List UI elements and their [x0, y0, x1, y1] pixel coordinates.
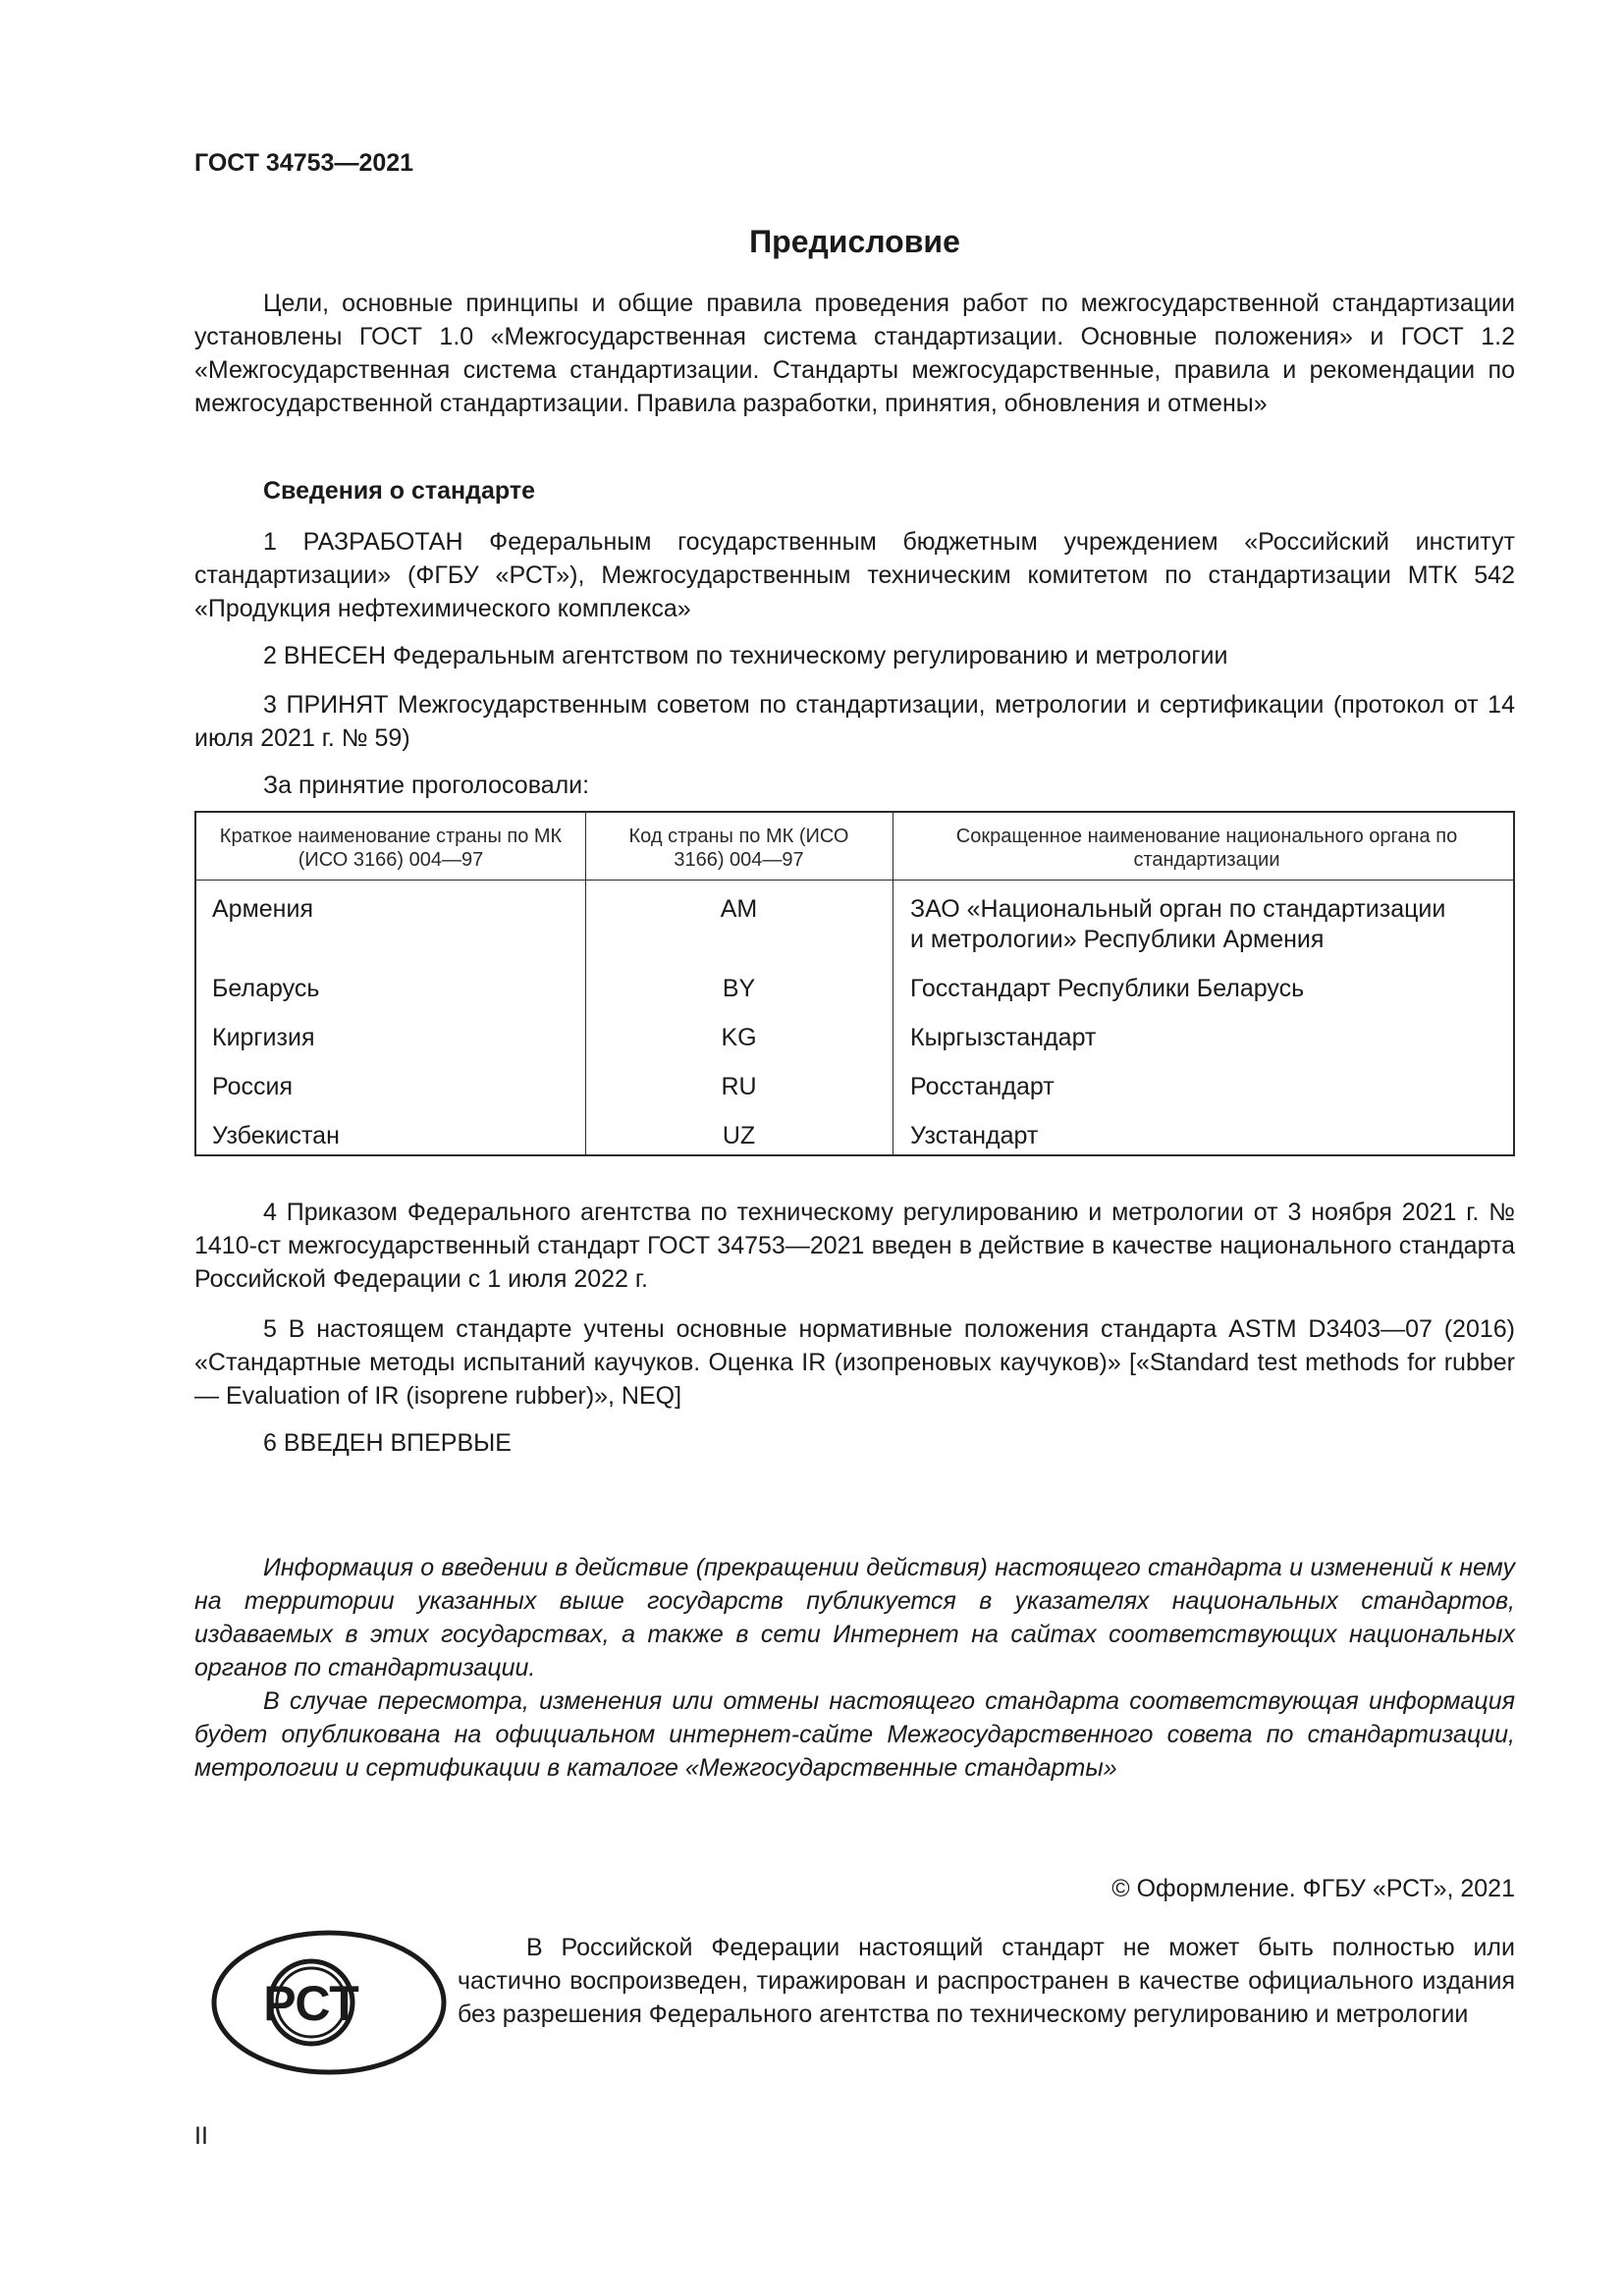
intro-text: Цели, основные принципы и общие правила проведения работ по межгосударственной стандартизации установлены ГОСТ 1.0 «Межгосударственная система стандартизации. Основные положения» и ГОСТ 1.2 «Межгосударственная система стандартизации. Стандарты межгосударственные, правила и рекомендации по межгосударственной стандартизации. Правила разработки, принятия, обновления и отмены» [194, 290, 1515, 417]
table-cell-code: KG [721, 1024, 757, 1051]
table-cell-code: AM [720, 895, 758, 923]
table-header-country: Краткое наименование страны по МК (ИСО 3166) 004—97 [219, 826, 563, 871]
table-cell-body: и метрологии» Республики Армения [910, 926, 1325, 953]
intro-paragraph [194, 287, 1515, 420]
copyright-notice-text: В Российской Федерации настоящий стандарт не может быть полностью или частично воспроизведен, тиражирован и распространен в качестве официального издания без разрешения Федерального агентства по техническому регулированию и метрологии [458, 1934, 1515, 2028]
item-5-text: 5 В настоящем стандарте учтены основные нормативные положения стандарта ASTM D3403—07 (2016) «Стандартные методы испытаний каучуков. Оценка IR (изопреновых каучуков)» [«Standard test methods for rubber — Evaluation of IR (isoprene rubber)», NEQ] [194, 1315, 1515, 1410]
table-cell-country: Узбекистан [212, 1122, 340, 1149]
table-cell-body: Госстандарт Республики Беларусь [910, 975, 1305, 1002]
logo-text: РСТ [263, 1976, 359, 2031]
table-cell-body: Росстандарт [910, 1073, 1055, 1100]
copyright-line: © Оформление. ФГБУ «РСТ», 2021 [1111, 1875, 1515, 1902]
table-header-divider [196, 880, 1513, 881]
voting-table [194, 811, 1515, 1156]
table-cell-country: Киргизия [212, 1024, 315, 1051]
item-2: 2 ВНЕСЕН Федеральным агентством по техническому регулированию и метрологии [263, 642, 1228, 669]
item-1 [194, 525, 1515, 625]
table-header-code: Код страны по МК (ИСО 3166) 004—97 [628, 826, 849, 871]
table-cell-code: UZ [722, 1122, 756, 1149]
document-code: ГОСТ 34753—2021 [194, 149, 414, 177]
table-cell-country: Россия [212, 1073, 293, 1100]
pst-certification-mark-icon [210, 1929, 448, 2076]
table-cell-body: Узстандарт [910, 1122, 1039, 1149]
page-title: Предисловие [749, 224, 960, 259]
table-cell-code: RU [721, 1073, 757, 1100]
item-3 [194, 688, 1515, 755]
table-cell-country: Армения [212, 895, 313, 923]
table-cell-code: BY [722, 975, 756, 1002]
info-notice-p2: В случае пересмотра, изменения или отмены настоящего стандарта соответствующая информация будет опубликована на официальном интернет-сайте Межгосударственного совета по стандартизации, метрологии и сертификации в каталоге «Межгосударственные стандарты» [194, 1687, 1515, 1782]
item-6: 6 ВВЕДЕН ВПЕРВЫЕ [263, 1429, 512, 1457]
table-cell-country: Беларусь [212, 975, 320, 1002]
item-1-text: 1 РАЗРАБОТАН Федеральным государственным бюджетным учреждением «Российский институт стандартизации» (ФГБУ «РСТ»), Межгосударственным техническим комитетом по стандартизации МТК 542 «Продукция нефтехимического комплекса» [194, 528, 1515, 622]
info-heading: Сведения о стандарте [263, 477, 536, 505]
table-cell-body: Кыргызстандарт [910, 1024, 1097, 1051]
page-number: II [194, 2122, 208, 2150]
copyright-notice [458, 1931, 1515, 2031]
voted-label: За принятие проголосовали: [263, 772, 590, 799]
info-notice-block [194, 1551, 1515, 1785]
item-5 [194, 1312, 1515, 1413]
item-4 [194, 1196, 1515, 1296]
table-cell-body: ЗАО «Национальный орган по стандартизации [910, 895, 1446, 923]
item-4-text: 4 Приказом Федерального агентства по техническому регулированию и метрологии от 3 ноября 2021 г. № 1410-ст межгосударственный стандарт ГОСТ 34753—2021 введен в действие в качестве национального стандарта Российской Федерации с 1 июля 2022 г. [194, 1199, 1515, 1293]
table-header-body: Сокращенное наименование национального органа по стандартизации [955, 826, 1458, 871]
item-3-text: 3 ПРИНЯТ Межгосударственным советом по стандартизации, метрологии и сертификации (протокол от 14 июля 2021 г. № 59) [194, 691, 1515, 752]
info-notice-p1: Информация о введении в действие (прекращении действия) настоящего стандарта и изменений к нему на территории указанных выше государств публикуется в указателях национальных стандартов, издаваемых в этих государствах, а также в сети Интернет на сайтах соответствующих национальных органов по стандартизации. [194, 1554, 1515, 1682]
